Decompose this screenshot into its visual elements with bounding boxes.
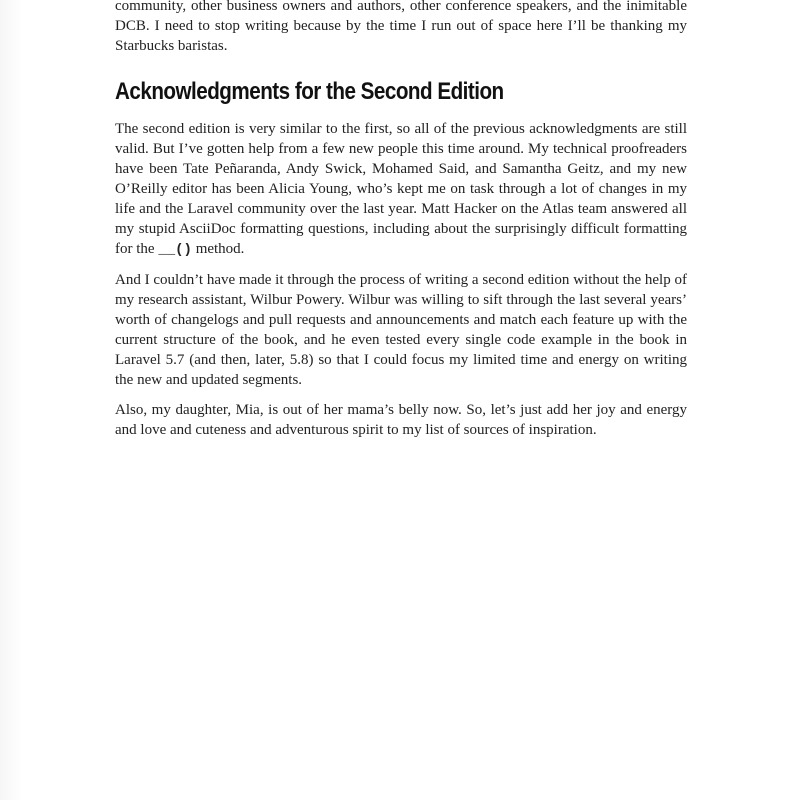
- continued-paragraph: [115, 0, 687, 56]
- continued-line-3: be thanking my Starbucks baristas.: [115, 18, 687, 54]
- paragraph-research-assistant: And I couldn’t have made it through the process of writing a second edition without the help of my research assistant, Wilbur Powery. Wilbur was willing to sift through the last several years’ worth of changelogs and pull requests and announcements and match each feature up with the current structure of the book, and he even tested every single code example in the book in Laravel 5.7 (and then, later, 5.8) so that I could focus my limited time and energy on writing the new and updated segments.: [115, 272, 687, 388]
- paragraph-1-ending: method.: [191, 241, 245, 257]
- paragraph-daughter: Also, my daughter, Mia, is out of her mama’s belly now. So, let’s just add her joy and energy and love and cuteness and adventurous spirit to my list of sources of inspiration.: [115, 402, 687, 438]
- paragraph-second-edition-help: [115, 119, 687, 260]
- section-heading: Acknowledgments for the Second Edition: [115, 78, 504, 105]
- continued-line-2: inimitable DCB. I need to stop writing because by the time I run out of space here I’ll: [115, 0, 688, 34]
- code-snippet: __(): [158, 242, 192, 258]
- text-column: [115, 0, 687, 450]
- paragraph-1-text: The second edition is very similar to the first, so all of the previous acknowledgments are still valid. But I’ve gotten help from a few new people this time around. My technical proofreaders have been Tate Peñaranda, Andy Swick, Mohamed Said, and Samantha Geitz, and my new O’Reilly editor has been Alicia Young, who’s kept me on task through a lot of changes in my life and the Laravel community over the last year. Matt Hacker on the Atlas team answered all my stupid AsciiDoc formatting questions, including about the surprisingly difficult formatting for the: [115, 121, 687, 257]
- continued-line-1: community, other business owners and authors, other conference speakers, and the: [115, 0, 622, 14]
- page-edge-shadow: [0, 0, 22, 800]
